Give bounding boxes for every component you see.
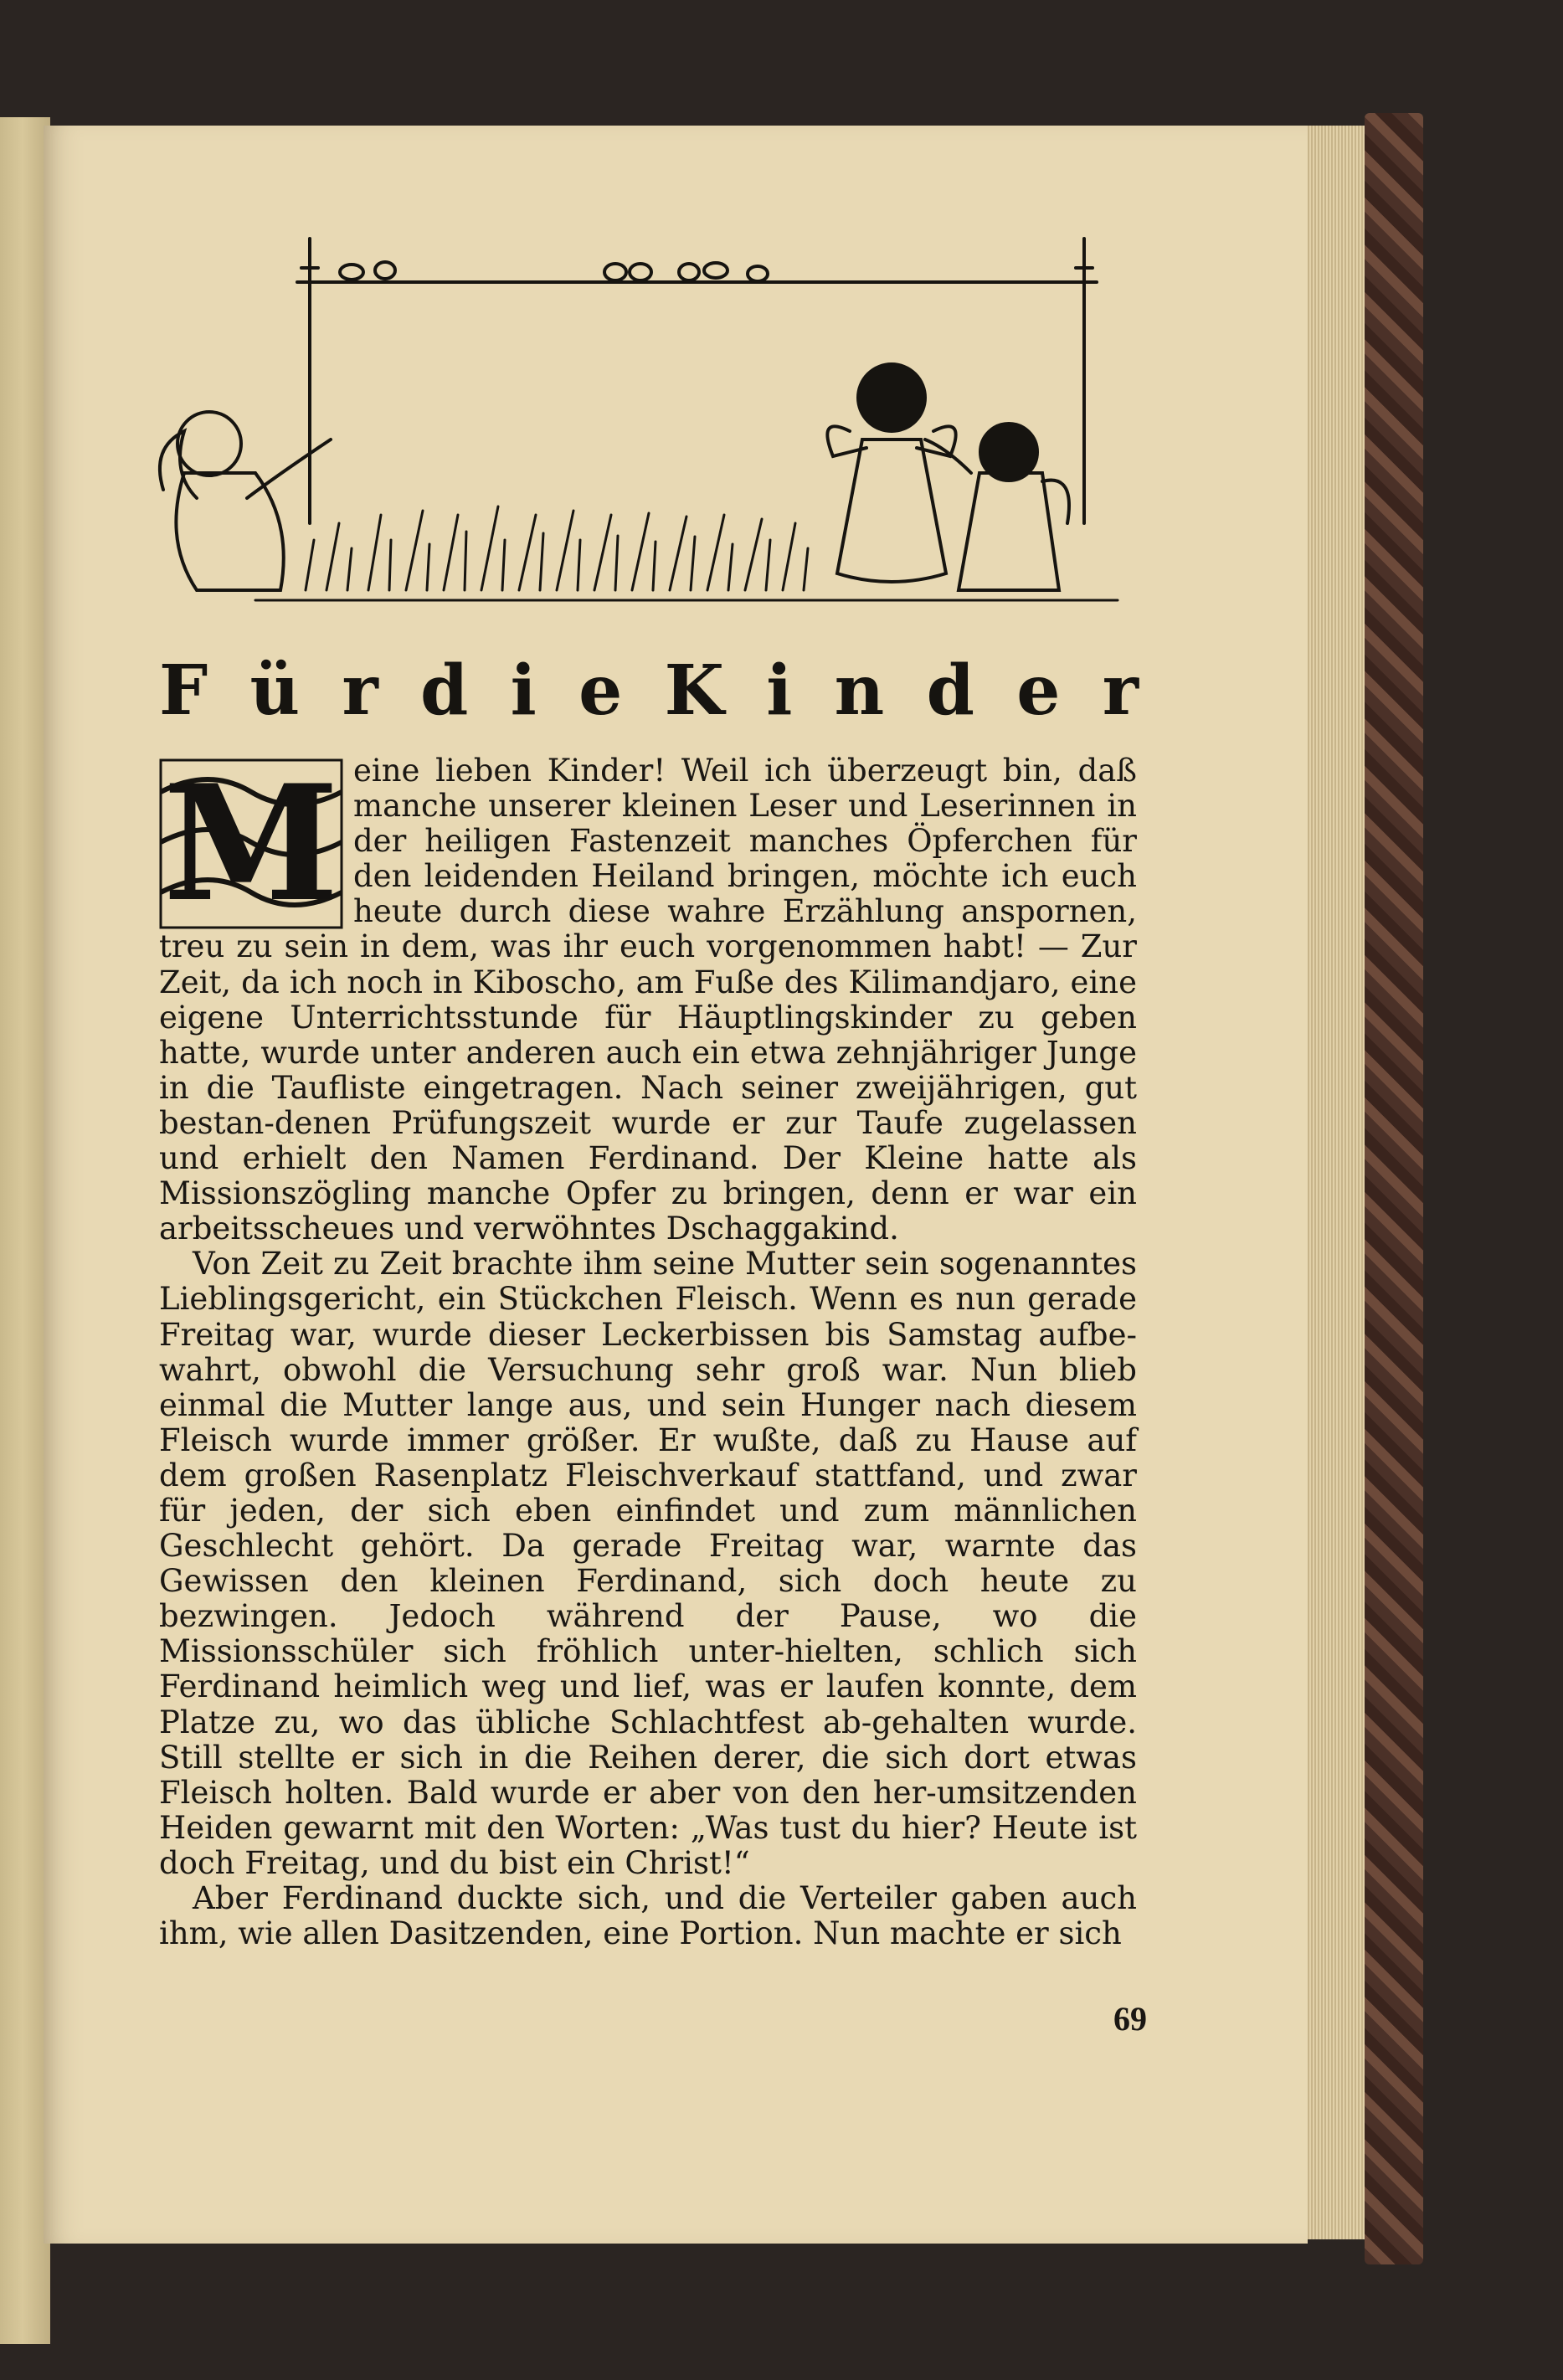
- heading-letter: d: [926, 650, 974, 731]
- children-angels-illustration: [147, 222, 1134, 632]
- drop-cap-letter: M: [162, 750, 340, 937]
- grass: [255, 506, 1118, 600]
- heading-letter: r: [342, 650, 378, 731]
- page-number: 69: [1113, 2000, 1147, 2038]
- angel-left: [160, 412, 331, 590]
- page-stack-edges: [1306, 126, 1365, 2239]
- angel-right: [925, 424, 1069, 590]
- heading-letter: n: [834, 650, 885, 731]
- heading-letter: r: [1102, 650, 1139, 731]
- birds-on-line: [340, 262, 768, 281]
- heading-letter: ü: [249, 650, 301, 731]
- page-heading: [159, 649, 1139, 733]
- paragraph: Aber Ferdinand duckte sich, und die Verteiler gaben auch ihm, wie allen Dasitzenden, eine Portion. Nun machte er sich: [159, 1880, 1137, 1952]
- heading-letter: F: [159, 650, 208, 731]
- heading-letter: d: [419, 650, 469, 731]
- paragraph: Von Zeit zu Zeit brachte ihm seine Mutter sein sogenanntes Lieblingsgericht, ein Stückchen Fleisch. Wenn es nun gerade Freitag war, wurde dieser Leckerbissen bis Samstag aufbe-wahrt, obwohl die Versuchung sehr groß war. Nun blieb einmal die Mutter lange aus, und sein Hunger nach diesem Fleisch wurde immer größer. Er wußte, daß zu Hause auf dem großen Rasenplatz Fleischverkauf stattfand, und zwar für jeden, der sich eben einfindet und zum männlichen Geschlecht gehört. Da gerade Freitag war, warnte das Gewissen den kleinen Ferdinand, sich doch heute zu bezwingen. Jedoch während der Pause, wo die Missionsschüler sich fröhlich unter-hielten, schlich sich Ferdinand heimlich weg und lief, was er laufen konnte, dem Platze zu, wo das übliche Schlachtfest ab-gehalten wurde. Still stellte er sich in die Reihen derer, die sich dort etwas Fleisch holten. Bald wurde er aber von den her-umsitzenden Heiden gewarnt mit den Worten: „Was tust du hier? Heute ist doch Freitag, und du bist ein Christ!“: [159, 1246, 1137, 1881]
- marbled-book-cover: [1365, 113, 1423, 2264]
- angel-middle: [858, 364, 925, 431]
- previous-page-edge: [0, 117, 50, 2344]
- heading-letter: e: [1016, 650, 1061, 731]
- heading-letter: i: [510, 650, 537, 731]
- paragraph: eine lieben Kinder! Weil ich überzeugt bin, daß manche unserer kleinen Leser und Leserinnen in der heiligen Fastenzeit manches Öpferchen für den leidenden Heiland bringen, möchte ich euch heute durch diese wahre Erzählung anspornen, treu zu sein in dem, was ihr euch vorgenommen habt! — Zur Zeit, da ich noch in Kiboscho, am Fuße des Kilimandjaro, eine eigene Unterrichtsstunde für Häuptlingskinder zu geben hatte, wurde unter anderen auch ein etwa zehnjähriger Junge in die Taufliste eingetragen. Nach seiner zweijährigen, gut bestan-denen Prüfungszeit wurde er zur Taufe zugelassen und erhielt den Namen Ferdinand. Der Kleine hatte als Missionszögling manche Opfer zu bringen, denn er war ein arbeitsscheues und verwöhntes Dschaggakind.: [159, 753, 1137, 1247]
- drop-cap: [159, 750, 343, 937]
- heading-letter: K: [664, 650, 724, 731]
- angel-middle-body: [827, 426, 955, 582]
- heading-letter: e: [578, 650, 623, 731]
- article-body: [159, 750, 1137, 2009]
- heading-letter: i: [766, 650, 793, 731]
